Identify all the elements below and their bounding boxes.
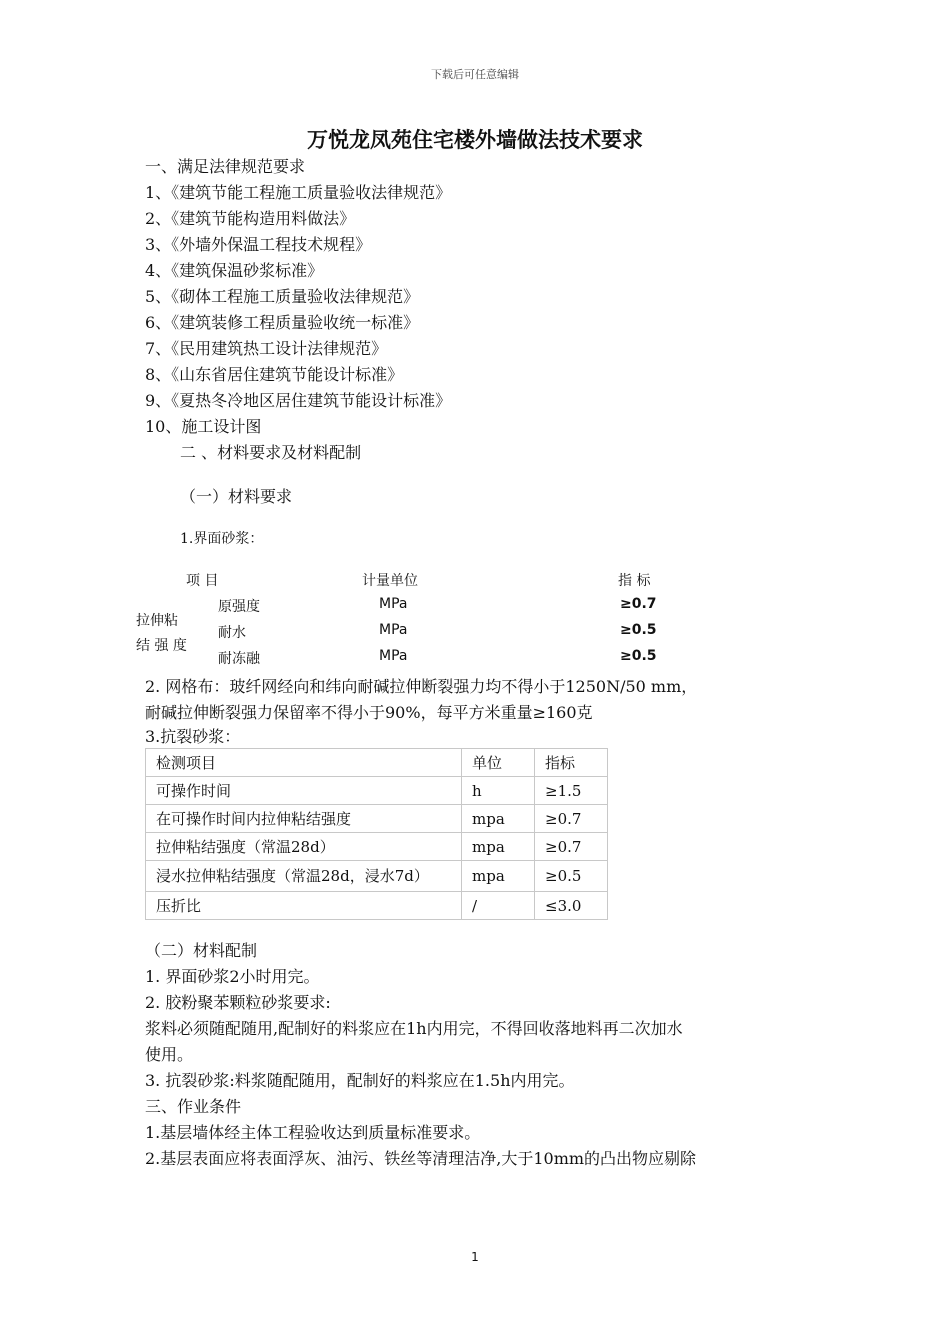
iface-group-label: 拉伸粘: [136, 613, 178, 629]
table-row: [146, 805, 608, 833]
table-cell: h: [462, 777, 535, 805]
table-cell: /: [462, 892, 535, 920]
iface-row-unit: MPa: [379, 622, 408, 638]
iface-header-index: 指 标: [618, 573, 651, 589]
mixing-line: 3. 抗裂砂浆:料浆随配随用，配制好的料浆应在1.5h内用完。: [145, 1071, 575, 1090]
condition-line: 2.基层表面应将表面浮灰、油污、铁丝等清理洁净,大于10mm的凸出物应剔除: [145, 1149, 697, 1168]
iface-header-unit: 计量单位: [362, 573, 418, 589]
iface-row-unit: MPa: [379, 596, 408, 612]
table-cell: ≥1.5: [535, 777, 608, 805]
norm-item: 4、《建筑保温砂浆标准》: [145, 261, 324, 280]
mixing-line: 2. 胶粉聚苯颗粒砂浆要求:: [145, 993, 331, 1012]
table-header-row: [146, 749, 608, 777]
crack-mortar-heading: 3.抗裂砂浆：: [145, 727, 241, 746]
header-note: 下载后可任意编辑: [431, 68, 519, 81]
table-row: [146, 861, 608, 892]
norm-item: 8、《山东省居住建筑节能设计标准》: [145, 365, 404, 384]
norm-item: 7、《民用建筑热工设计法律规范》: [145, 339, 388, 358]
table-cell: mpa: [462, 861, 535, 892]
iface-row-value: ≥0.5: [620, 622, 657, 638]
subsection-materials: （一）材料要求: [180, 487, 293, 506]
mesh-paragraph: 耐碱拉伸断裂强力保留率不得小于90%，每平方米重量≥160克: [145, 703, 593, 722]
iface-group-label: 结 强 度: [136, 638, 187, 654]
table-header-cell: 检测项目: [146, 749, 462, 777]
condition-line: 1.基层墙体经主体工程验收达到质量标准要求。: [145, 1123, 481, 1142]
table-cell: ≥0.7: [535, 805, 608, 833]
table-cell: ≥0.5: [535, 861, 608, 892]
crack-mortar-table: [145, 748, 608, 920]
table-cell: 拉伸粘结强度（常温28d）: [146, 833, 462, 861]
mixing-line: 浆料必须随配随用,配制好的料浆应在1h内用完，不得回收落地料再二次加水: [145, 1019, 683, 1038]
table-cell: 在可操作时间内拉伸粘结强度: [146, 805, 462, 833]
mesh-paragraph: 2. 网格布：玻纤网经向和纬向耐碱拉伸断裂强力均不得小于1250N/50 mm，: [145, 677, 698, 696]
iface-row-name: 耐冻融: [218, 651, 260, 667]
document-title: 万悦龙凤苑住宅楼外墙做法技术要求: [307, 128, 643, 152]
mixing-line: 1. 界面砂浆2小时用完。: [145, 967, 320, 986]
table-cell: 可操作时间: [146, 777, 462, 805]
iface-header-item: 项 目: [186, 573, 219, 589]
iface-row-unit: MPa: [379, 648, 408, 664]
section-3-heading: 三、作业条件: [145, 1097, 242, 1116]
table-cell: 压折比: [146, 892, 462, 920]
norm-item: 2、《建筑节能构造用料做法》: [145, 209, 356, 228]
table-cell: ≤3.0: [535, 892, 608, 920]
norm-item: 6、《建筑装修工程质量验收统一标准》: [145, 313, 420, 332]
iface-row-name: 耐水: [218, 625, 246, 641]
table-row: [146, 892, 608, 920]
table-header-cell: 指标: [535, 749, 608, 777]
table-cell: ≥0.7: [535, 833, 608, 861]
iface-row-value: ≥0.7: [620, 596, 657, 612]
interface-mortar-label: 1.界面砂浆：: [180, 531, 264, 547]
mixing-heading: （二）材料配制: [145, 941, 258, 960]
norm-item: 3、《外墙外保温工程技术规程》: [145, 235, 372, 254]
section-2-heading: 二 、材料要求及材料配制: [180, 443, 362, 462]
table-cell: 浸水拉伸粘结强度（常温28d，浸水7d）: [146, 861, 462, 892]
norm-item: 10、施工设计图: [145, 417, 262, 436]
norm-item: 1、《建筑节能工程施工质量验收法律规范》: [145, 183, 452, 202]
section-1-heading: 一、满足法律规范要求: [145, 157, 306, 176]
table-header-cell: 单位: [462, 749, 535, 777]
iface-row-name: 原强度: [218, 599, 260, 615]
page-number: 1: [471, 1250, 479, 1264]
table-cell: mpa: [462, 833, 535, 861]
table-cell: mpa: [462, 805, 535, 833]
iface-row-value: ≥0.5: [620, 648, 657, 664]
table-row: [146, 833, 608, 861]
norm-item: 9、《夏热冬冷地区居住建筑节能设计标准》: [145, 391, 452, 410]
mixing-line: 使用。: [145, 1045, 194, 1064]
norm-item: 5、《砌体工程施工质量验收法律规范》: [145, 287, 420, 306]
table-row: [146, 777, 608, 805]
